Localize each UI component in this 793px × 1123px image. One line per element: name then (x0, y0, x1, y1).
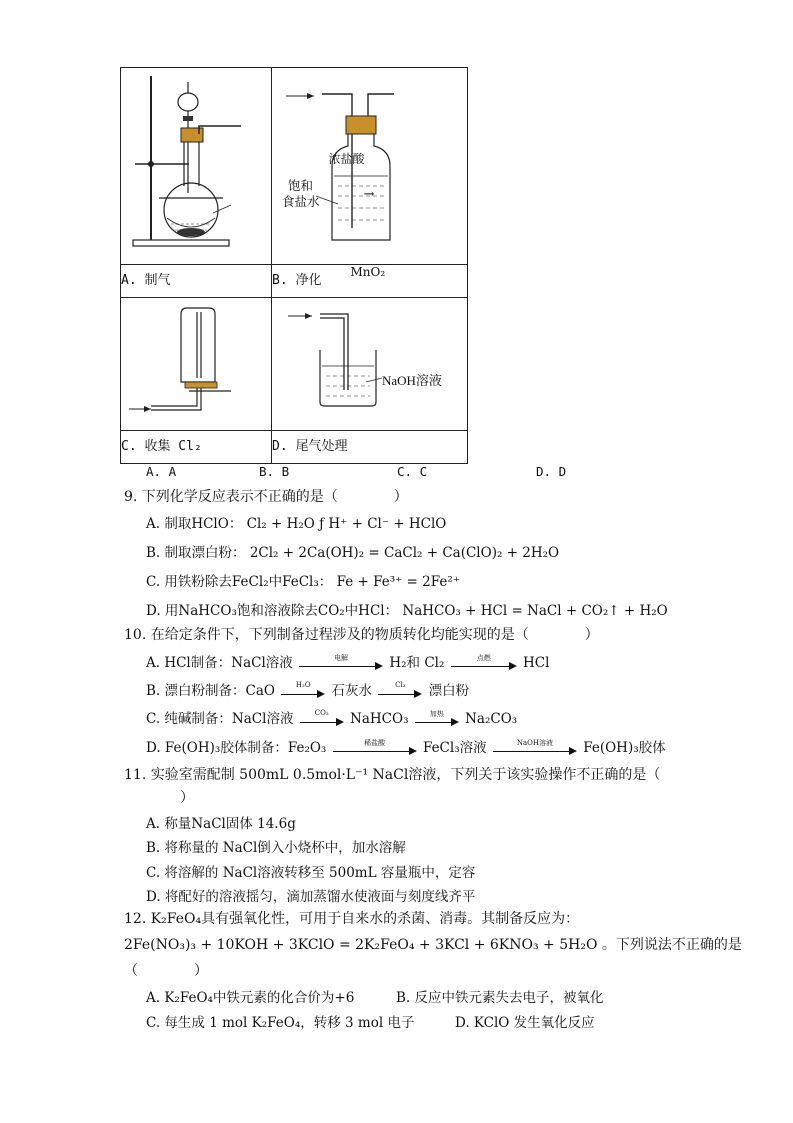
label-mno2: MnO₂ (350, 264, 386, 279)
q12-option-d: D. KClO 发生氧化反应 (455, 1015, 595, 1031)
figure-c-cell (121, 298, 272, 431)
figure-a-generator (121, 68, 271, 260)
q10-d-label: D. Fe(OH)₃胶体制备：Fe₂O₃ (146, 740, 327, 756)
q8-choice-d: D. D (536, 464, 567, 479)
caption-c: C. 收集 Cl₂ (121, 431, 272, 464)
q9-c-equation: Fe + Fe³⁺ = 2Fe²⁺ (336, 574, 460, 590)
arrow-icon: H₂O (281, 685, 325, 699)
q9-c-label: C. 用铁粉除去FeCl₂中FeCl₃： (146, 574, 333, 590)
q9-option-c (146, 570, 460, 590)
q10-a-label: A. HCl制备：NaCl溶液 (146, 655, 293, 671)
q8-choice-c: C. C (397, 464, 428, 479)
caption-b: B. 净化 (272, 265, 468, 298)
q12-stem: 12. K₂FeO₄具有强氧化性，可用于自来水的杀菌、消毒。其制备反应为： (124, 911, 580, 927)
q9-d-label: D. 用NaHCO₃饱和溶液除去CO₂中HCl： (146, 603, 399, 619)
q9-b-equation: 2Cl₂ + 2Ca(OH)₂ = CaCl₂ + Ca(ClO)₂ + 2H₂O (249, 545, 560, 561)
q9-option-d (146, 599, 668, 619)
q10-b-product: 漂白粉 (428, 683, 470, 699)
q10-d-product: Fe(OH)₃胶体 (583, 740, 666, 756)
q11-stem: 11. 实验室需配制 500mL 0.5mol·L⁻¹ NaCl溶液，下列关于该实验操作不正确的是（ (124, 767, 661, 783)
q10-option-b (146, 679, 469, 699)
q10-option-d (146, 736, 666, 756)
figure-c-collection-bottle (121, 298, 271, 426)
q11-option-d: D. 将配好的溶液摇匀，滴加蒸馏水使液面与刻度线齐平 (146, 889, 476, 905)
q9-d-equation: NaHCO₃ + HCl = NaCl + CO₂↑ + H₂O (402, 603, 668, 619)
figure-d-beaker (272, 298, 467, 426)
label-naoh-solution: NaOH溶液 (382, 373, 442, 388)
arrow-icon: NaOH溶液 (493, 742, 577, 756)
q10-option-a (146, 651, 549, 671)
q9-a-label: A. 制取HClO： (146, 516, 243, 532)
q11-option-b: B. 将称量的 NaCl倒入小烧杯中，加水溶解 (146, 840, 406, 856)
label-concentrated-hcl: 浓盐酸 (328, 151, 365, 166)
q11-option-c: C. 将溶解的 NaCl溶液转移至 500mL 容量瓶中，定容 (146, 865, 476, 881)
q10-option-c (146, 707, 517, 727)
arrow-icon: → (363, 186, 375, 202)
figure-d-cell (272, 298, 468, 431)
q10-c-product: Na₂CO₃ (465, 711, 518, 727)
q10-c-intermediate: NaHCO₃ (350, 711, 409, 727)
q10-b-intermediate: 石灰水 (331, 683, 373, 699)
arrow-icon: 稀盐酸 (333, 742, 417, 756)
q10-a-intermediate: H₂和 Cl₂ (389, 655, 445, 671)
arrow-icon: Cl₂ (378, 685, 422, 699)
q12-option-b: B. 反应中铁元素失去电子，被氧化 (396, 990, 604, 1006)
q9-stem: 9. 下列化学反应表示不正确的是（ ） (124, 489, 408, 505)
q10-c-label: C. 纯碱制备：NaCl溶液 (146, 711, 294, 727)
q10-d-intermediate: FeCl₃溶液 (422, 740, 487, 756)
q10-stem: 10. 在给定条件下，下列制备过程涉及的物质转化均能实现的是（ ） (124, 627, 599, 643)
caption-a: A. 制气 (121, 265, 272, 298)
caption-d: D. 尾气处理 (272, 431, 468, 464)
arrow-icon: 点燃 (451, 657, 517, 671)
label-brine: 食盐水 (282, 194, 320, 209)
q9-option-a (146, 512, 446, 532)
q12-option-c: C. 每生成 1 mol K₂FeO₄，转移 3 mol 电子 (146, 1015, 415, 1031)
q12-equation: 2Fe(NO₃)₃ + 10KOH + 3KClO = 2K₂FeO₄ + 3KCl + 6KNO₃ + 5H₂O 。下列说法不正确的是 (124, 937, 742, 953)
arrow-icon: 加热 (415, 713, 459, 727)
q10-a-product: HCl (523, 655, 550, 671)
q10-b-label: B. 漂白粉制备：CaO (146, 683, 275, 699)
arrow-icon: 电解 (299, 657, 383, 671)
figure-b-wash-bottle (272, 68, 467, 260)
q9-b-label: B. 制取漂白粉： (146, 545, 246, 561)
q9-option-b (146, 541, 559, 561)
apparatus-figure-grid (120, 67, 468, 464)
q9-a-equation: Cl₂ + H₂O ƒ H⁺ + Cl⁻ + HClO (246, 516, 447, 532)
q8-choice-a: A. A (146, 464, 177, 479)
q12-answer-paren: （ ） (124, 963, 208, 979)
label-saturated: 饱和 (288, 178, 314, 193)
q11-option-a: A. 称量NaCl固体 14.6g (146, 816, 296, 832)
q12-option-a: A. K₂FeO₄中铁元素的化合价为+6 (146, 990, 355, 1006)
figure-b-cell (272, 68, 468, 265)
arrow-icon: CO₂ (300, 713, 344, 727)
q11-stem-close: ） (180, 790, 194, 806)
q8-choice-b: B. B (259, 464, 290, 479)
